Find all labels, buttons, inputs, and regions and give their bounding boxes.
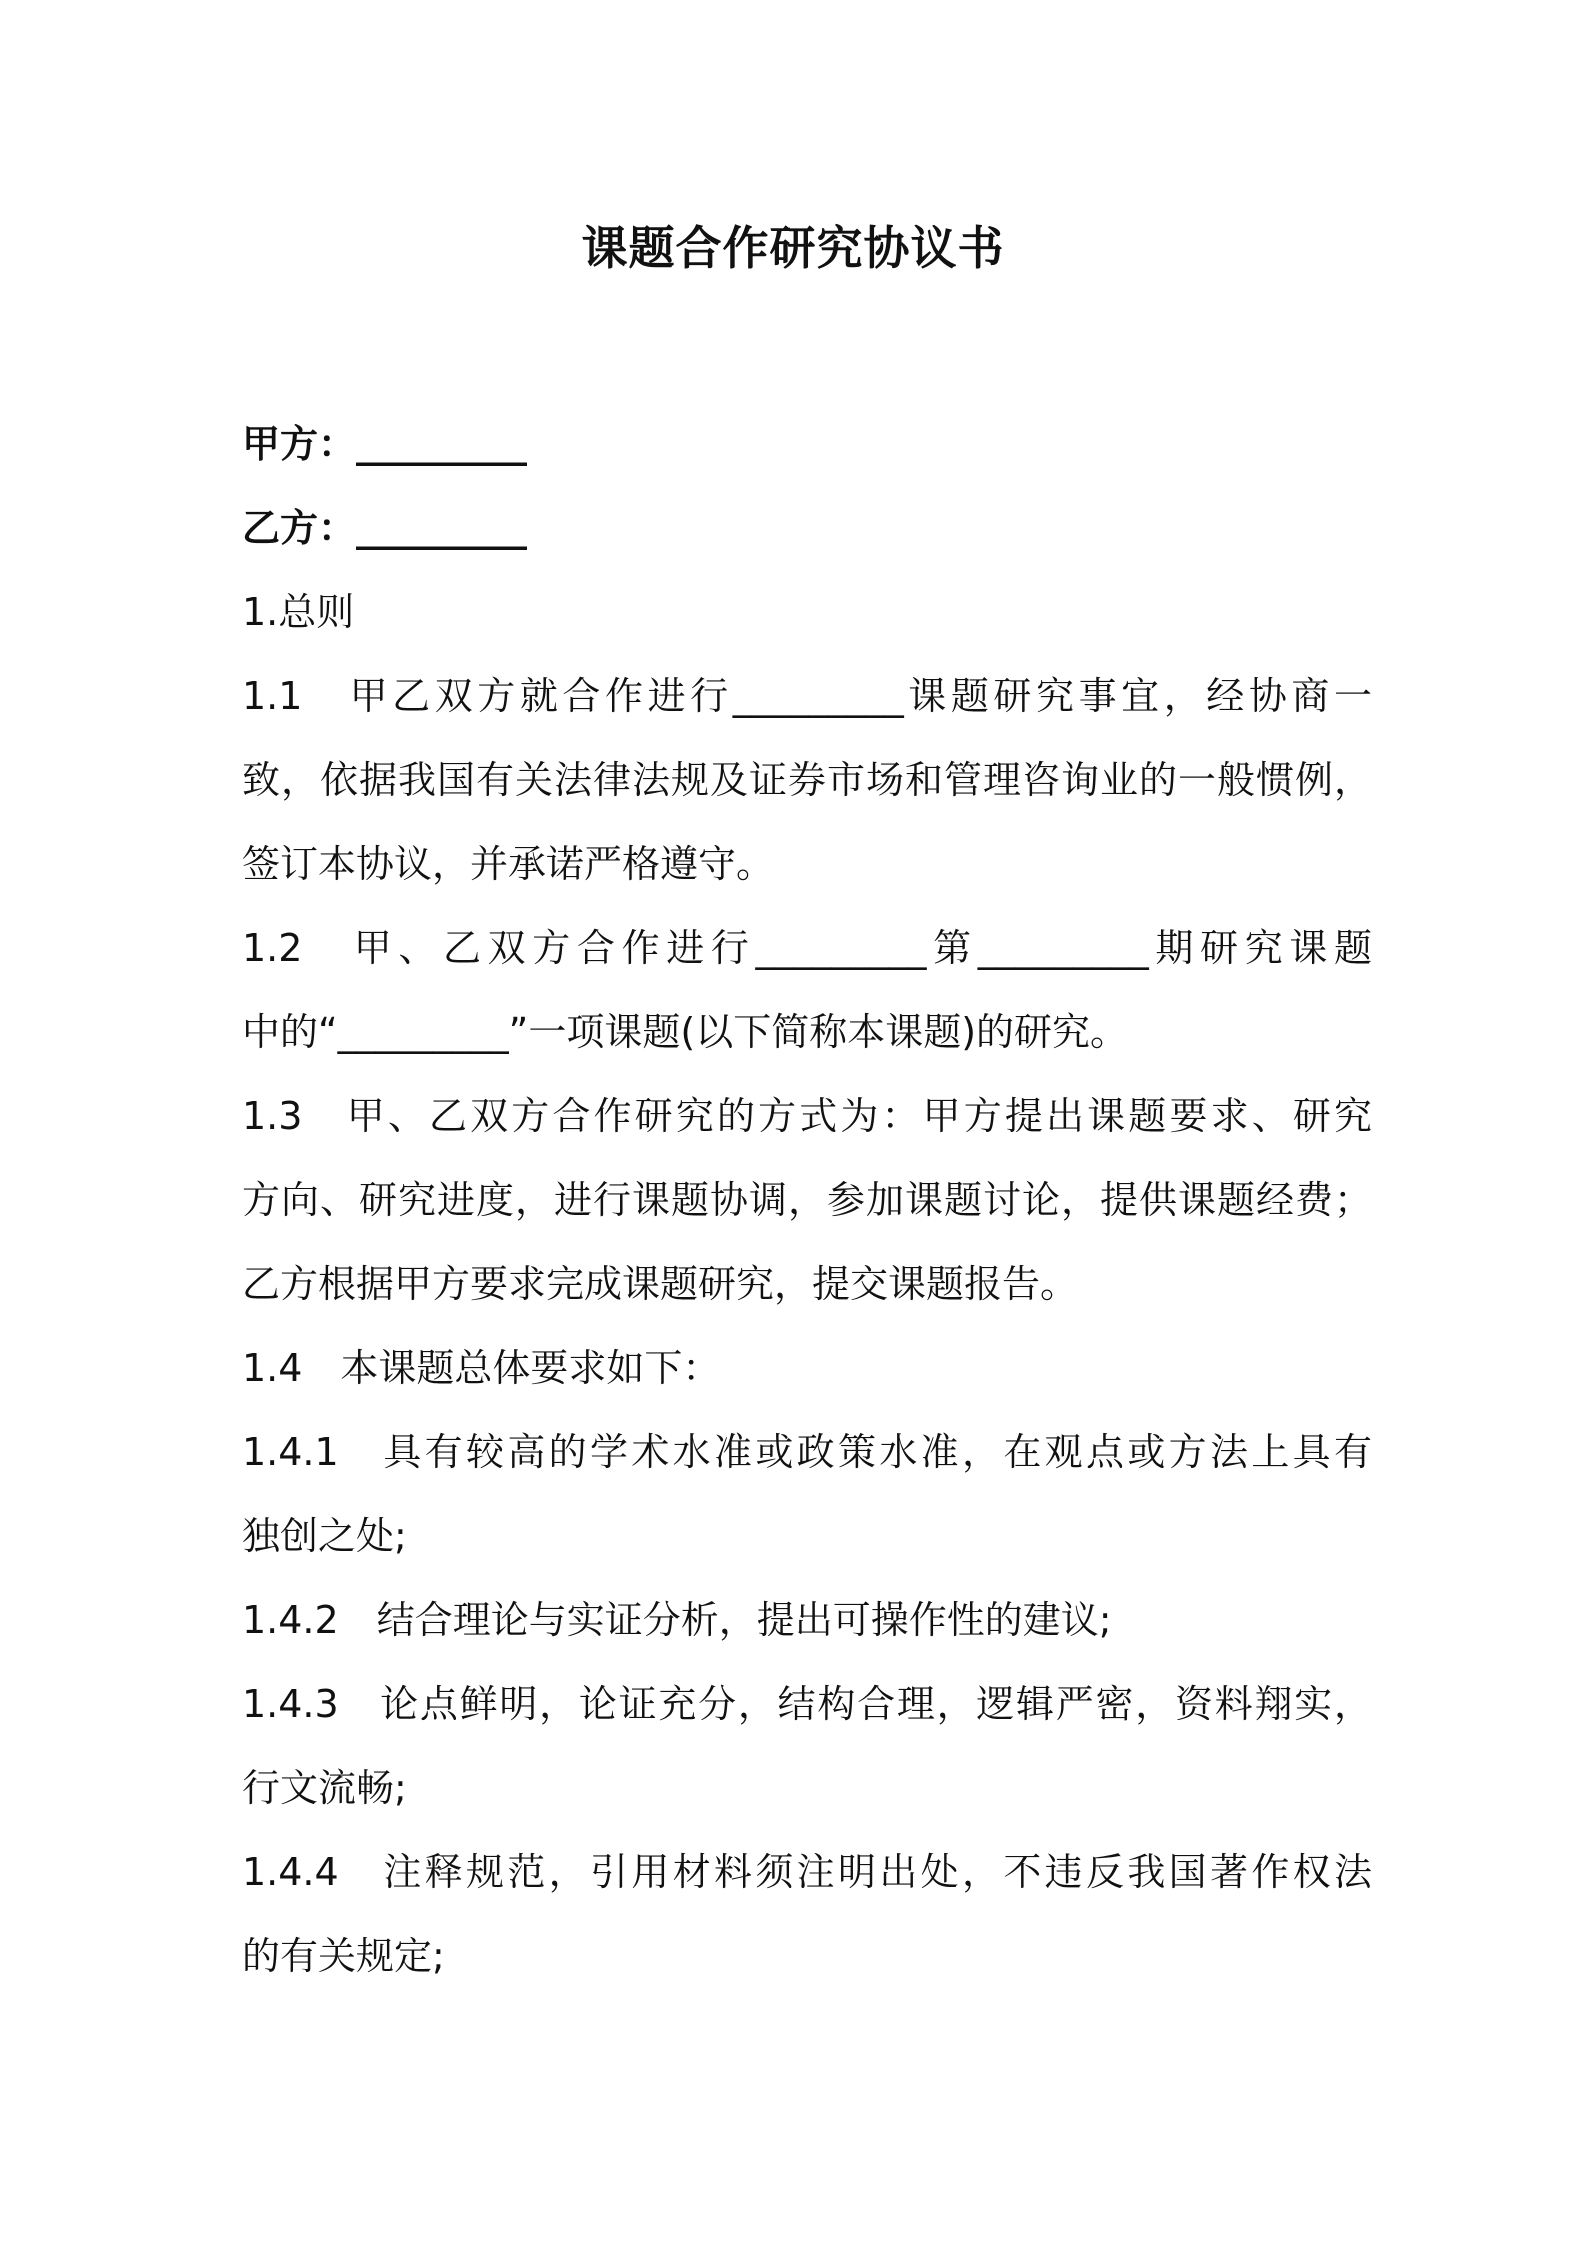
clause-1-1-line-2: 致，依据我国有关法律法规及证券市场和管理咨询业的一般惯例， (242, 758, 1372, 802)
clause-1-4-3-line-2: 行文流畅; (242, 1766, 407, 1810)
document-title: 课题合作研究协议书 (581, 221, 1005, 275)
clause-1-2-line-2: 中的“_________”一项课题(以下简称本课题)的研究。 (242, 1010, 1129, 1054)
party-b-line: 乙方：_________ (242, 506, 528, 550)
clause-1-3-line-2: 方向、研究进度，进行课题协调，参加课题讨论，提供课题经费； (242, 1178, 1372, 1222)
clause-1-1-line-3: 签订本协议，并承诺严格遵守。 (242, 842, 775, 886)
clause-1-2-line-1: 1.2 甲、乙双方合作进行_________第_________期研究课题 (242, 926, 1372, 970)
clause-1-4-4-line-2: 的有关规定; (242, 1934, 445, 1978)
clause-1-4-1-line-1: 1.4.1 具有较高的学术水准或政策水准，在观点或方法上具有 (242, 1430, 1372, 1474)
clause-1-1-line-1: 1.1 甲乙双方就合作进行_________课题研究事宜，经协商一 (242, 674, 1372, 718)
clause-1-3-line-1: 1.3 甲、乙双方合作研究的方式为：甲方提出课题要求、研究 (242, 1094, 1372, 1138)
clause-1-4-4-line-1: 1.4.4 注释规范，引用材料须注明出处，不违反我国著作权法 (242, 1850, 1372, 1894)
section-heading-general: 1.总则 (242, 590, 355, 634)
clause-1-3-line-3: 乙方根据甲方要求完成课题研究，提交课题报告。 (242, 1262, 1079, 1306)
party-a-line: 甲方：_________ (242, 422, 528, 466)
document-body (242, 402, 1372, 1998)
clause-1-4-2-line: 1.4.2 结合理论与实证分析，提出可操作性的建议; (242, 1598, 1112, 1642)
clause-1-4-3-line-1: 1.4.3 论点鲜明，论证充分，结构合理，逻辑严密，资料翔实， (242, 1682, 1372, 1726)
clause-1-4-1-line-2: 独创之处; (242, 1514, 407, 1558)
clause-1-4-line: 1.4 本课题总体要求如下： (242, 1346, 721, 1390)
